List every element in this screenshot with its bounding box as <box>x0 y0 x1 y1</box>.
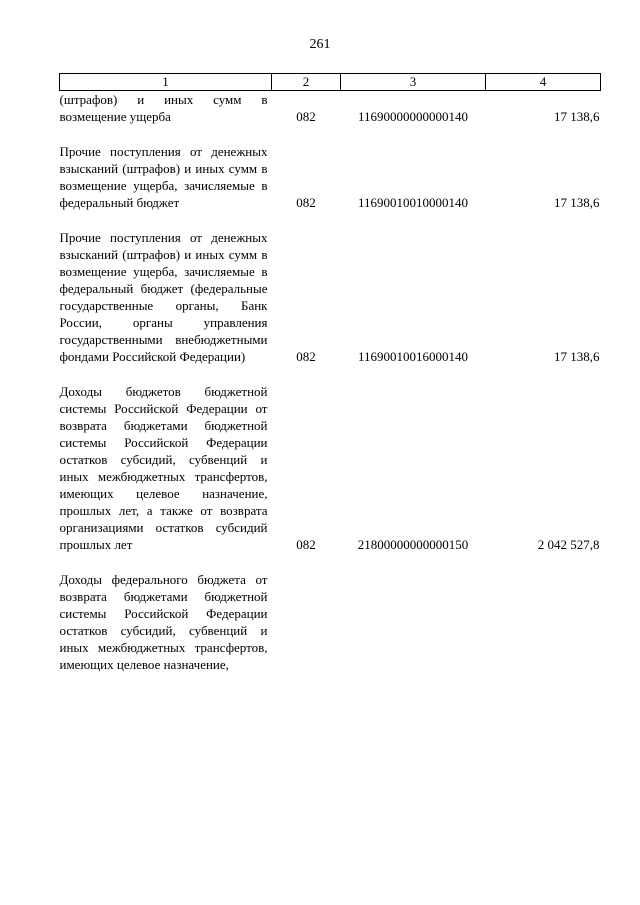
header-row <box>60 74 601 91</box>
row-amount: 17 138,6 <box>554 195 600 210</box>
row-amount <box>486 571 601 673</box>
column-header-1: 1 <box>60 74 272 91</box>
row-spacer <box>60 365 601 383</box>
table-row <box>60 229 601 365</box>
row-name: Прочие поступления от денежных взысканий (штрафов) и иных сумм в возмещение ущерба, зачисляемые в федеральный бюджет (федеральные государственные органы, Банк России, органы управления государственными внебюджетными фондами Российской Федерации) <box>59 230 268 364</box>
row-amount: 2 042 527,8 <box>537 537 600 552</box>
revenue-table <box>59 73 601 673</box>
row-spacer <box>60 211 601 229</box>
row-name: (штрафов) и иных сумм в возмещение ущерба <box>59 92 268 124</box>
row-spacer <box>60 553 601 571</box>
row-kbk-code: 11690010010000140 <box>357 195 469 210</box>
row-name: Доходы бюджетов бюджетной системы Российской Федерации от возврата бюджетами бюджетной системы Российской Федерации остатков субсидий, субвенций и иных межбюджетных трансфертов, имеющих целевое назначение, прошлых лет, а также от возврата организациями остатков субсидий прошлых лет <box>59 384 268 552</box>
row-admin-code: 082 <box>296 195 316 210</box>
row-spacer <box>60 125 601 143</box>
row-kbk-code: 11690000000000140 <box>357 109 469 124</box>
table-row <box>60 571 601 673</box>
row-name: Доходы федерального бюджета от возврата бюджетами бюджетной системы Российской Федерации остатков субсидий, субвенций и иных межбюджетных трансфертов, имеющих целевое назначение, <box>59 572 268 672</box>
row-kbk-code <box>341 571 486 673</box>
row-admin-code: 082 <box>296 537 316 552</box>
row-name: Прочие поступления от денежных взысканий (штрафов) и иных сумм в возмещение ущерба, зачисляемые в федеральный бюджет <box>59 144 268 210</box>
column-header-3: 3 <box>341 74 486 91</box>
table-row <box>60 143 601 211</box>
page-number: 261 <box>309 37 331 52</box>
table-row <box>60 91 601 126</box>
table-row <box>60 383 601 553</box>
column-header-4: 4 <box>486 74 601 91</box>
row-admin-code <box>272 571 341 673</box>
row-admin-code: 082 <box>296 109 316 124</box>
row-admin-code: 082 <box>296 349 316 364</box>
row-kbk-code: 21800000000000150 <box>357 537 469 552</box>
row-kbk-code: 11690010016000140 <box>357 349 469 364</box>
row-amount: 17 138,6 <box>554 109 600 124</box>
row-amount: 17 138,6 <box>554 349 600 364</box>
column-header-2: 2 <box>272 74 341 91</box>
